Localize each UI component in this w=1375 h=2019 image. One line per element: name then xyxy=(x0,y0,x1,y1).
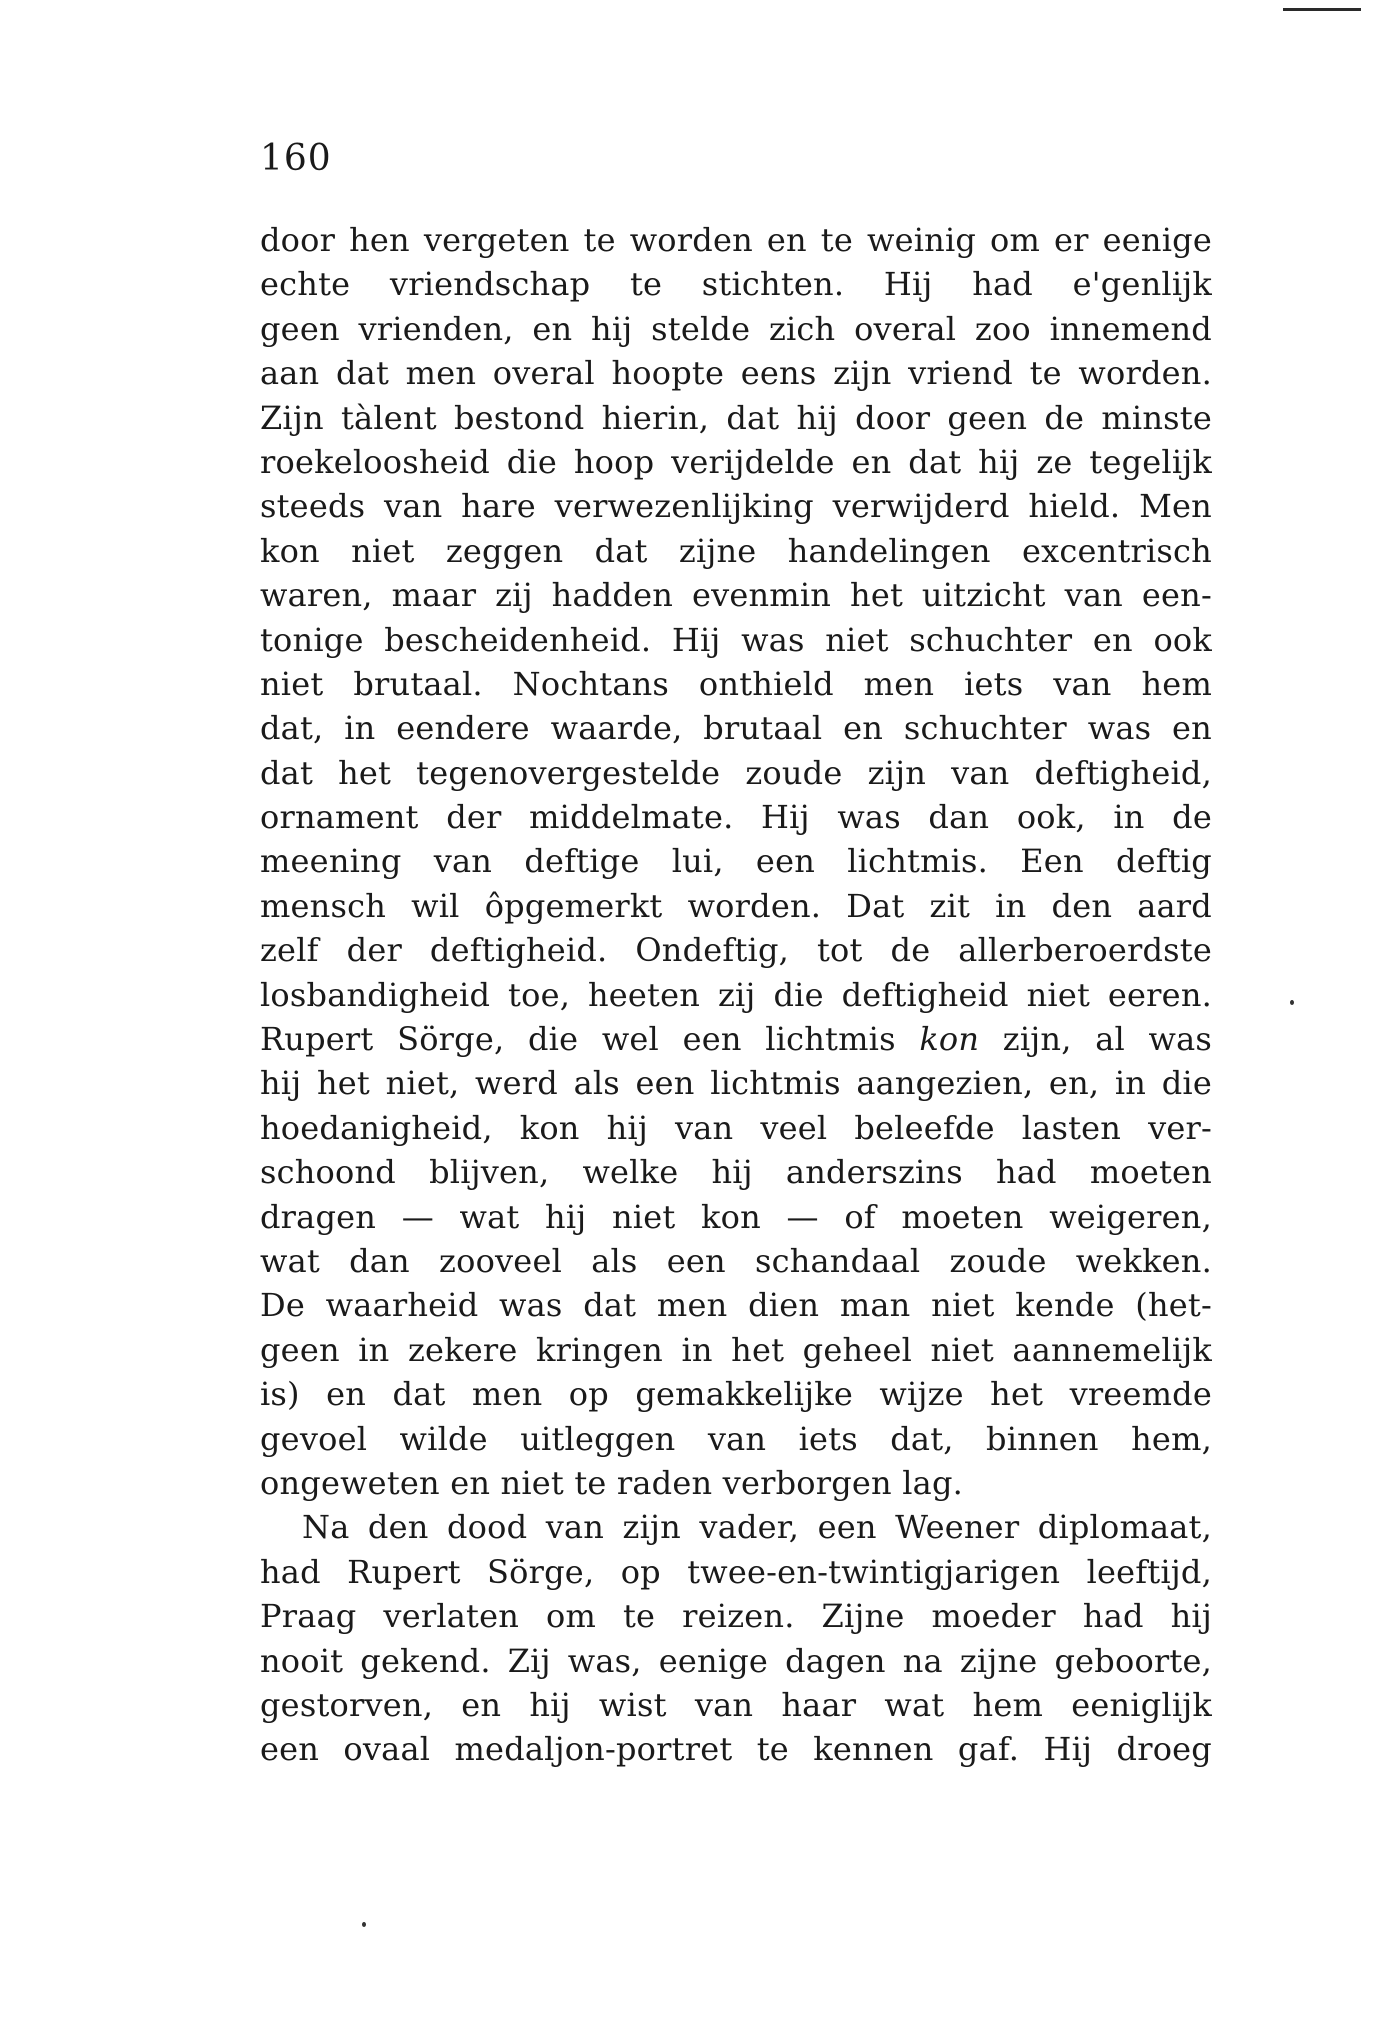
text-line: waren, maar zij hadden evenmin het uitzicht van een- xyxy=(260,576,1212,615)
text-line: wat dan zooveel als een schandaal zoude wekken. xyxy=(260,1241,1212,1280)
text-line: losbandigheid toe, heeten zij die deftigheid niet eeren. xyxy=(260,975,1212,1014)
text-line: ornament der middelmate. Hij was dan ook, in de xyxy=(260,798,1212,837)
text-line: een ovaal medaljon-portret te kennen gaf. Hij droeg xyxy=(260,1730,1212,1769)
text-line: echte vriendschap te stichten. Hij had e'genlijk xyxy=(260,265,1212,304)
body-text xyxy=(260,218,1212,1772)
text-line: hij het niet, werd als een lichtmis aangezien, en, in die xyxy=(260,1064,1212,1103)
text-line: aan dat men overal hoopte eens zijn vriend te worden. xyxy=(260,354,1212,393)
paragraph-last-line: ongeweten en niet te raden verborgen lag. xyxy=(260,1463,964,1502)
text-line: schoond blijven, welke hij anderszins had moeten xyxy=(260,1153,1212,1192)
text-line: tonige bescheidenheid. Hij was niet schuchter en ook xyxy=(260,620,1212,659)
text-line: gestorven, en hij wist van haar wat hem eeniglijk xyxy=(260,1685,1212,1724)
ink-speck xyxy=(362,1922,366,1927)
text-line: niet brutaal. Nochtans onthield men iets van hem xyxy=(260,664,1212,703)
page-number: 160 xyxy=(260,138,332,179)
text-line: geen vrienden, en hij stelde zich overal zoo innemend xyxy=(260,309,1212,348)
text-line: mensch wil ôpgemerkt worden. Dat zit in den aard xyxy=(260,886,1212,925)
text-line: kon niet zeggen dat zijne handelingen excentrisch xyxy=(260,531,1212,570)
text-line: geen in zekere kringen in het geheel niet aannemelijk xyxy=(260,1330,1212,1369)
text-line: De waarheid was dat men dien man niet kende (het- xyxy=(260,1286,1212,1325)
text-line: dragen — wat hij niet kon — of moeten weigeren, xyxy=(260,1197,1212,1236)
text-line-with-italic xyxy=(260,1017,1212,1061)
ink-speck xyxy=(1290,1000,1294,1005)
text-segment: zijn, al was xyxy=(979,1020,1213,1059)
italic-word: kon xyxy=(919,1020,980,1059)
text-line: hoedanigheid, kon hij van veel beleefde lasten ver- xyxy=(260,1108,1212,1147)
text-line: gevoel wilde uitleggen van iets dat, binnen hem, xyxy=(260,1419,1212,1458)
text-line: had Rupert Sörge, op twee-en-twintigjarigen leeftijd, xyxy=(260,1552,1212,1591)
text-line: nooit gekend. Zij was, eenige dagen na zijne geboorte, xyxy=(260,1641,1212,1680)
paragraph-first-line: Na den dood van zijn vader, een Weener diplomaat, xyxy=(302,1508,1212,1547)
text-line: zelf der deftigheid. Ondeftig, tot de allerberoerdste xyxy=(260,931,1212,970)
text-line: Zijn tàlent bestond hierin, dat hij door geen de minste xyxy=(260,398,1212,437)
text-line: steeds van hare verwezenlijking verwijderd hield. Men xyxy=(260,487,1212,526)
text-line: dat, in eendere waarde, brutaal en schuchter was en xyxy=(260,709,1212,748)
text-line: Praag verlaten om te reizen. Zijne moeder had hij xyxy=(260,1597,1212,1636)
text-line: door hen vergeten te worden en te weinig om er eenige xyxy=(260,221,1212,259)
text-line: dat het tegenovergestelde zoude zijn van deftigheid, xyxy=(260,753,1212,792)
text-line: is) en dat men op gemakkelijke wijze het vreemde xyxy=(260,1375,1212,1414)
text-line: roekeloosheid die hoop verijdelde en dat hij ze tegelijk xyxy=(260,442,1212,481)
text-line: meening van deftige lui, een lichtmis. Een deftig xyxy=(260,842,1212,881)
top-edge-rule xyxy=(1283,8,1361,11)
text-segment: Rupert Sörge, die wel een lichtmis xyxy=(260,1020,920,1059)
